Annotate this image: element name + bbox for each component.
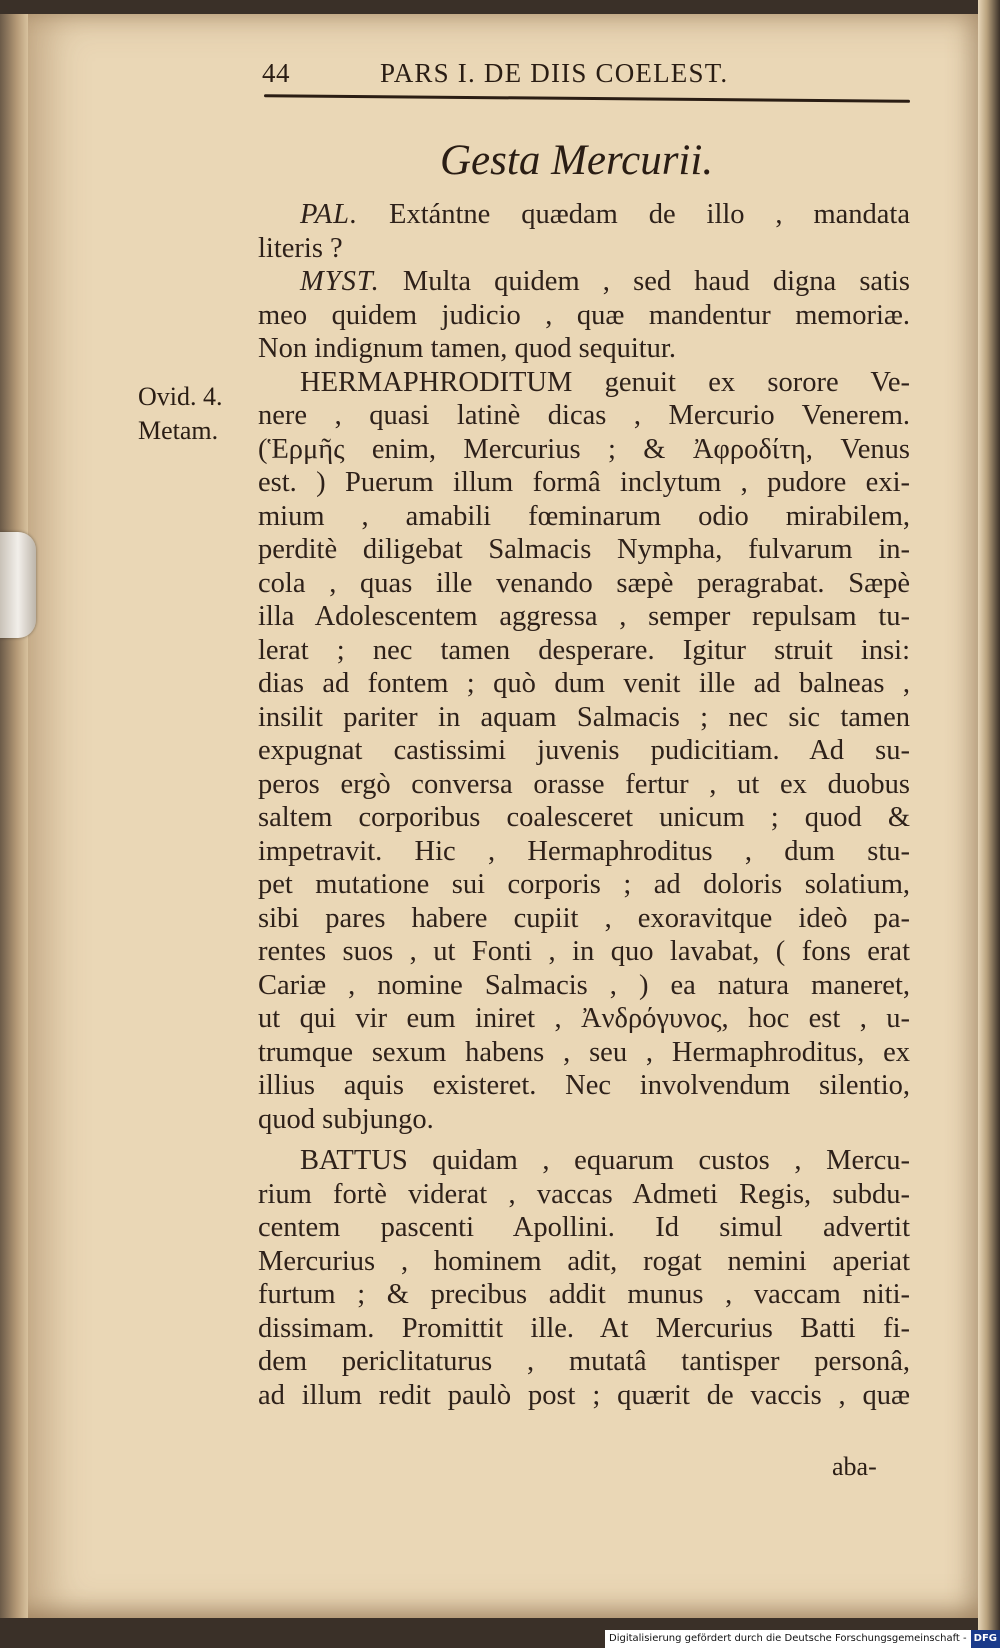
text-line: illius aquis existeret. Nec involvendum silentio, <box>258 1070 910 1101</box>
text-line: Mercurius , hominem adit, rogat nemini aperiat <box>258 1245 910 1277</box>
text-line <box>258 198 910 232</box>
text-line: dissimam. Promittit ille. At Mercurius Batti fi- <box>258 1312 910 1344</box>
text-line: (Ἑρμῆς enim, Mercurius ; & Ἀφροδίτη, Venus <box>258 433 910 465</box>
text-line: perditè diligebat Salmacis Nympha, fulvarum in- <box>258 534 910 565</box>
margin-note-line: Metam. <box>138 415 219 445</box>
text-line: ad illum redit paulò post ; quærit de vaccis , quæ <box>258 1379 910 1411</box>
text-line: saltem corporibus coalesceret unicum ; quod & <box>258 802 910 833</box>
text-line: dem periclitaturus , mutatâ tantisper personâ, <box>258 1346 910 1377</box>
margin-note-line: Ovid. 4. <box>138 382 223 411</box>
speech-text: Extántne quædam de illo , mandata <box>389 199 910 230</box>
text-line: cola , quas ille venando sæpè peragrabat. Sæpè <box>258 567 910 599</box>
text-line: sibi pares habere cupiit , exoravitque ideò pa- <box>258 902 910 934</box>
text-line: quod subjungo. <box>258 1103 434 1135</box>
text-line: impetravit. Hic , Hermaphroditus , dum stu- <box>258 835 910 867</box>
text-line: expugnat castissimi juvenis pudicitiam. Ad su- <box>258 735 910 766</box>
page-number: 44 <box>262 58 290 88</box>
book-spine <box>0 14 28 1618</box>
text-line: ut qui vir eum iniret , Ἀνδρόγυνος, hoc est , u- <box>258 1003 910 1034</box>
text-line: lerat ; nec tamen desperare. Igitur struit insi: <box>258 634 910 666</box>
footer-text: Digitalisierung gefördert durch die Deutsche Forschungsgemeinschaft - <box>609 1633 967 1644</box>
text-line: illa Adolescentem aggressa , semper repulsam tu- <box>258 601 910 632</box>
digitization-footer <box>605 1630 1000 1648</box>
running-title: PARS I. DE DIIS COELEST. <box>380 58 729 88</box>
text-line: HERMAPHRODITUM genuit ex sorore Ve- <box>300 366 910 398</box>
text-line: est. ) Puerum illum formâ inclytum , pudore exi- <box>258 467 910 498</box>
page-clip <box>0 532 36 638</box>
text-line: nere , quasi latinè dicas , Mercurio Venerem. <box>258 400 910 431</box>
speech-text: Multa quidem , sed haud digna satis <box>402 266 910 297</box>
page-edge <box>978 0 1000 1648</box>
text-line: insilit pariter in aquam Salmacis ; nec sic tamen <box>258 701 910 733</box>
speaker-label: PAL. <box>300 199 359 230</box>
text-line: dias ad fontem ; quò dum venit ille ad balneas , <box>258 668 910 699</box>
text-line: Cariæ , nomine Salmacis , ) ea natura maneret, <box>258 969 910 1001</box>
text-line: rium fortè viderat , vaccas Admeti Regis, subdu- <box>258 1178 910 1210</box>
margin-note <box>138 380 223 447</box>
body-text <box>258 198 910 1412</box>
text-line: furtum ; & precibus addit munus , vaccam niti- <box>258 1279 910 1310</box>
text-line: centem pascenti Apollini. Id simul advertit <box>258 1212 910 1243</box>
section-title: Gesta Mercurii. <box>440 137 714 184</box>
dfg-logo: DFG <box>971 1630 1000 1648</box>
text-line: meo quidem judicio , quæ mandentur memoriæ. <box>258 299 910 331</box>
text-line <box>258 265 910 299</box>
catchword: aba- <box>832 1452 877 1481</box>
text-line: peros ergò conversa orasse fertur , ut ex duobus <box>258 768 910 800</box>
text-line: Non indignum tamen, quod sequitur. <box>258 333 676 364</box>
text-line: mium , amabili fœminarum odio mirabilem, <box>258 500 910 532</box>
text-line: trumque sexum habens , seu , Hermaphroditus, ex <box>258 1036 910 1068</box>
text-line: BATTUS quidam , equarum custos , Mercu- <box>300 1145 910 1176</box>
speaker-label: MYST. <box>300 266 380 297</box>
text-line: pet mutatione sui corporis ; ad doloris solatium, <box>258 869 910 900</box>
text-line: literis ? <box>258 232 343 264</box>
running-header <box>262 58 910 98</box>
text-line: rentes suos , ut Fonti , in quo lavabat, ( fons erat <box>258 936 910 967</box>
